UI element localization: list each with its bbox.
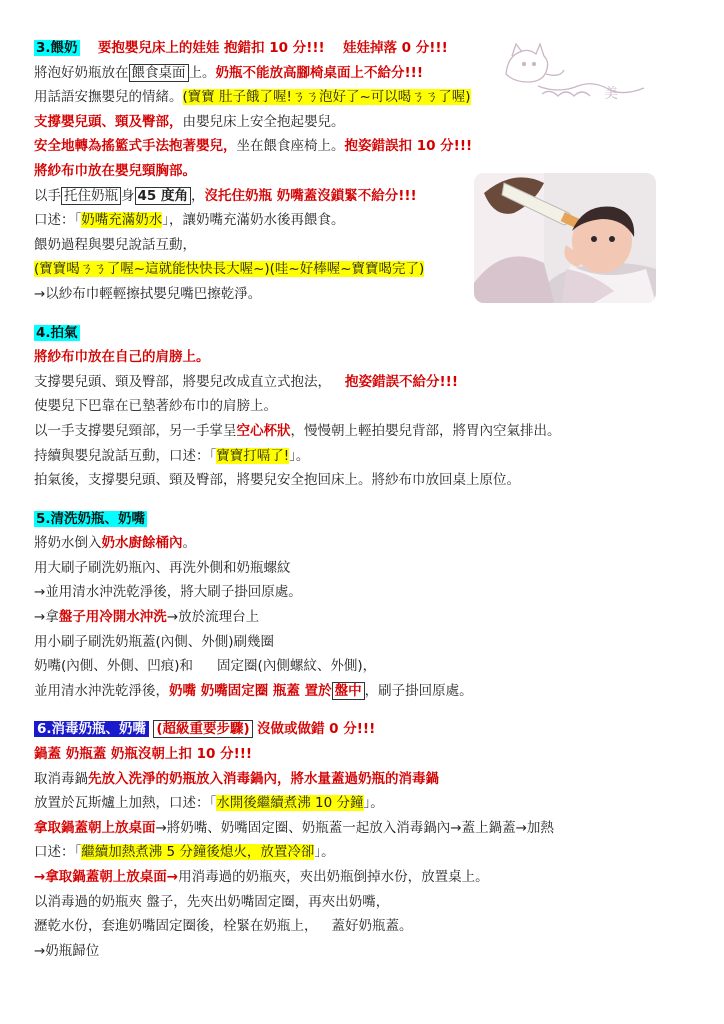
highlight-text: 寶寶打嗝了! (216, 447, 290, 464)
text-line (34, 654, 694, 679)
text: 將奶水倒入 (34, 535, 102, 552)
text-line: →奶瓶歸位 (34, 942, 100, 959)
text-line (34, 184, 694, 209)
text-line (34, 605, 694, 630)
rule-text: 奶瓶不能放高腳椅桌面上不給分!!! (215, 64, 423, 81)
section-3-heading-line (34, 36, 694, 61)
text: 瀝乾水份，套進奶嘴固定圈後，栓緊在奶瓶上， (34, 918, 318, 935)
rule-text: 奶嘴 奶嘴固定圈 瓶蓋 置於 (169, 682, 332, 699)
text: 以一手支撐嬰兒頸部，另一手掌呈 (34, 422, 237, 439)
rule-text: 盤子用冷開水沖洗 (58, 609, 167, 626)
text-line (34, 257, 694, 282)
text: 口述：「 (34, 212, 82, 229)
text-line (34, 134, 694, 159)
section-6-title: 6.消毒奶瓶、奶嘴 (34, 721, 149, 737)
rule-text: 安全地轉為搖籃式手法抱著嬰兒， (34, 138, 237, 155)
text-line (34, 159, 694, 184)
section-3-title: 3.餵奶 (36, 40, 78, 56)
text: 用消毒過的奶瓶夾，夾出奶瓶倒掉水份，放置桌上。 (178, 869, 489, 885)
text-line (34, 865, 694, 890)
svg-text:美: 美 (604, 86, 618, 102)
rule-text: 奶水廚餘桶內 (101, 535, 183, 552)
rule-text: 先放入洗淨的奶瓶放入消毒鍋內，將水量蓋過奶瓶的消毒鍋 (88, 770, 439, 787)
highlight-text: 奶嘴充滿奶水 (81, 212, 163, 229)
text-line: →以紗布巾輕輕擦拭嬰兒嘴巴擦乾淨。 (34, 285, 262, 302)
text-line (34, 840, 694, 865)
text: 由嬰兒床上安全抱起嬰兒。 (182, 113, 345, 130)
text: →將奶嘴、奶嘴固定圈、奶瓶蓋一起放入消毒鍋內→蓋上鍋蓋→加熱 (155, 819, 554, 836)
rule-text: 娃娃掉落 0 分!!! (342, 40, 448, 56)
text-line (34, 914, 694, 939)
boxed-text: 盤中 (332, 682, 365, 700)
boxed-text: 托住奶瓶 (61, 187, 121, 205)
text-line: 使嬰兒下巴靠在已墊著紗布巾的肩膀上。 (34, 398, 277, 415)
section-4-title: 4.拍氣 (36, 324, 78, 341)
text-line (34, 419, 694, 444)
text-line (34, 767, 694, 792)
text: 口述：「 (34, 844, 82, 861)
text: 用話語安撫嬰兒的情緒。 (34, 89, 183, 106)
text-line: →並用清水沖洗乾淨後，將大刷子掛回原處。 (34, 584, 302, 601)
rule-text: 鍋蓋 奶瓶蓋 奶瓶沒朝上扣 10 分!!! (34, 746, 253, 763)
text: 」。 (363, 795, 384, 812)
text: 取消毒鍋 (34, 770, 88, 787)
text: →放於流理台上 (166, 609, 260, 626)
text-line: 以消毒過的奶瓶夾 盤子，先夾出奶嘴固定圈，再夾出奶嘴， (34, 893, 390, 910)
text-line: 餵奶過程與嬰兒說話互動， (34, 236, 196, 253)
text-line (34, 85, 694, 110)
text: 以手 (34, 187, 61, 204)
section-5-title: 5.清洗奶瓶、奶嘴 (36, 510, 146, 527)
text: 持續與嬰兒說話互動，口述：「 (34, 447, 217, 464)
highlight-text: (寶寶喝ㄋㄋ了喔~這就能快快長大喔~)(哇~好棒喔~寶寶喝完了) (34, 261, 425, 278)
rule-text: →拿取鍋蓋朝上放桌面→ (34, 869, 179, 885)
rule-text: 抱姿錯誤不給分!!! (345, 373, 458, 390)
text-line (34, 345, 694, 370)
rule-text: 要抱嬰兒床上的娃娃 抱錯扣 10 分!!! (97, 40, 325, 56)
text: ，慢慢朝上輕拍嬰兒背部，將胃內空氣排出。 (290, 422, 561, 439)
text-line (34, 444, 694, 469)
text: ， (191, 187, 205, 204)
rule-text: 空心杯狀 (236, 422, 291, 439)
text: 固定圈(內側螺紋、外側)， (217, 658, 377, 675)
highlight-text: 繼續加熱煮沸 5 分鐘後熄火，放置冷卻 (81, 844, 315, 861)
section-5-heading-line (34, 507, 694, 532)
text: 坐在餵食座椅上。 (236, 138, 345, 155)
rule-text: 拿取鍋蓋朝上放桌面 (34, 819, 156, 836)
rule-text: 將紗布巾放在嬰兒頸胸部。 (34, 162, 196, 179)
text: ，刷子掛回原處。 (364, 682, 473, 699)
text-line (34, 110, 694, 135)
text: →拿 (34, 609, 59, 626)
document-body (34, 36, 694, 963)
text: 支撐嬰兒頭、頸及臀部，將嬰兒改成直立式抱法， (34, 373, 331, 390)
text-line (34, 208, 694, 233)
text-line (34, 531, 694, 556)
boxed-text: 餵食桌面 (129, 64, 189, 82)
text: 將泡好奶瓶放在 (34, 64, 129, 81)
text-line (34, 370, 694, 395)
text-line (34, 816, 694, 841)
text: 放置於瓦斯爐上加熱，口述：「 (34, 795, 217, 812)
text-line (34, 61, 694, 86)
highlight-text: (寶寶 肚子餓了喔!ㄋㄋ泡好了~可以喝ㄋㄋ了喔) (182, 89, 471, 106)
rule-text: 沒做或做錯 0 分!!! (256, 721, 376, 738)
text: 蓋好奶瓶蓋。 (331, 918, 413, 935)
text: 」。 (289, 447, 310, 464)
text-line (34, 679, 694, 704)
highlight-text: 水開後繼續煮沸 10 分鐘 (216, 795, 364, 812)
rule-text: 抱姿錯誤扣 10 分!!! (344, 138, 473, 155)
text: 」，讓奶嘴充滿奶水後再餵食。 (162, 212, 345, 229)
text: 」。 (314, 844, 335, 861)
text-line (34, 742, 694, 767)
rule-text: 沒托住奶瓶 奶嘴蓋沒鎖緊不給分!!! (204, 187, 417, 204)
section-4-heading-line (34, 321, 694, 346)
text: 奶嘴(內側、外側、凹痕)和 (34, 658, 194, 675)
boxed-text: (超級重要步驟) (153, 720, 252, 738)
text: 身 (121, 187, 135, 204)
text-line: 用大刷子刷洗奶瓶內、再洗外側和奶瓶螺紋 (34, 559, 291, 576)
text-line: 用小刷子刷洗奶瓶蓋(內側、外側)刷幾圈 (34, 633, 275, 650)
rule-text: 將紗布巾放在自己的肩膀上。 (34, 349, 210, 366)
section-6-heading-line (34, 717, 694, 742)
rule-text: 支撐嬰兒頭、頸及臀部， (34, 113, 183, 130)
boxed-text: 45 度角 (135, 187, 192, 205)
text: 並用清水沖洗乾淨後， (34, 682, 169, 699)
text: 。 (182, 535, 196, 552)
text: 上。 (188, 64, 216, 81)
text-line (34, 791, 694, 816)
text-line: 拍氣後，支撐嬰兒頭、頸及臀部，將嬰兒安全抱回床上。將紗布巾放回桌上原位。 (34, 472, 520, 489)
